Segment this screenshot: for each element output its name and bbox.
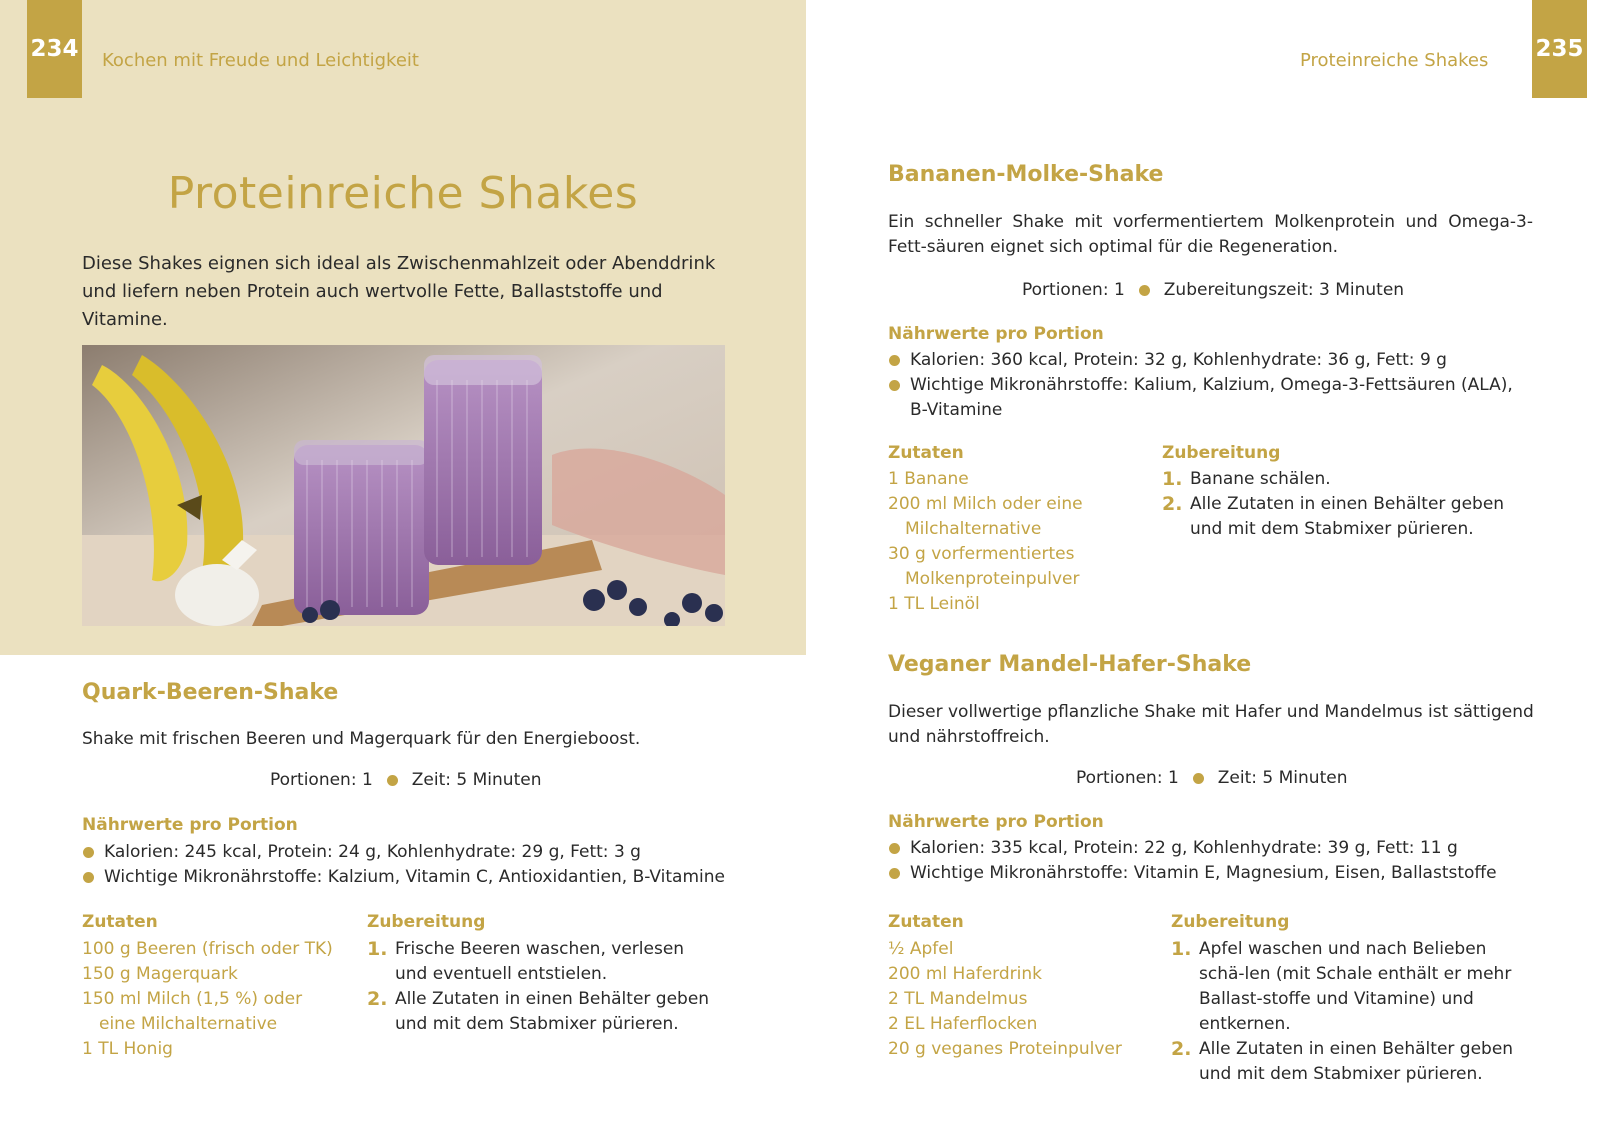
time-text: Zubereitungszeit: 3 Minuten [1163, 280, 1405, 300]
step-item [367, 987, 717, 1037]
ingredient-item: 200 ml Haferdrink [888, 964, 1042, 984]
ingredient-item: 30 g vorfermentiertes Molkenproteinpulver [888, 544, 1080, 589]
ingredient-item: 1 Banane [888, 469, 969, 489]
right-running-title: Proteinreiche Shakes [1300, 50, 1489, 71]
bullet-dot-icon [889, 868, 900, 879]
ingredient-item: 1 TL Honig [82, 1039, 173, 1059]
step-text: Alle Zutaten in einen Behälter geben und mit dem Stabmixer pürieren. [1190, 494, 1505, 539]
left-page-number: 234 [27, 0, 82, 98]
recipe-title: Veganer Mandel-Hafer-Shake [888, 652, 1252, 677]
bullet-dot-icon [889, 380, 900, 391]
ingredients-heading: Zutaten [888, 443, 964, 463]
nutrition-text: Kalorien: 360 kcal, Protein: 32 g, Kohlenhydrate: 36 g, Fett: 9 g [910, 350, 1447, 370]
bullet-dot-icon [889, 843, 900, 854]
recipe-description: Shake mit frischen Beeren und Magerquark für den Energieboost. [82, 729, 641, 749]
nutrition-heading: Nährwerte pro Portion [888, 812, 1104, 832]
step-number: 1. [367, 938, 388, 960]
bullet-dot-icon [889, 355, 900, 366]
shake-photo [82, 345, 725, 626]
left-running-title: Kochen mit Freude und Leichtigkeit [102, 50, 419, 71]
ingredient-item: 200 ml Milch oder eine Milchalternative [888, 494, 1083, 539]
step-text: Alle Zutaten in einen Behälter geben und mit dem Stabmixer pürieren. [395, 989, 710, 1034]
step-number: 1. [1171, 938, 1192, 960]
ingredient-item: 100 g Beeren (frisch oder TK) [82, 939, 333, 959]
recipe-title: Bananen-Molke-Shake [888, 162, 1164, 187]
nutrition-text: Wichtige Mikronährstoffe: Kalium, Kalzium, Omega-3-Fettsäuren (ALA), B-Vitamine [910, 375, 1513, 420]
ingredient-item: 150 g Magerquark [82, 964, 238, 984]
list-item [888, 861, 1568, 886]
recipe-description: Dieser vollwertige pflanzliche Shake mit Hafer und Mandelmus ist sättigend und nährstoffreich. [888, 702, 1534, 747]
chapter-intro: Diese Shakes eignen sich ideal als Zwischenmahlzeit oder Abenddrink und liefern neben Protein auch wertvolle Fette, Ballaststoffe und Vitamine. [82, 253, 716, 330]
recipe-meta [1076, 768, 1347, 788]
ingredient-item: 2 TL Mandelmus [888, 989, 1028, 1009]
nutrition-text: Wichtige Mikronährstoffe: Vitamin E, Magnesium, Eisen, Ballaststoffe [910, 863, 1497, 883]
bullet-dot-icon [387, 775, 398, 786]
steps-list [1162, 467, 1532, 542]
list-item [888, 373, 1528, 423]
step-text: Frische Beeren waschen, verlesen und eventuell entstielen. [395, 939, 685, 984]
servings-text: Portionen: 1 [1022, 280, 1125, 300]
nutrition-heading: Nährwerte pro Portion [888, 324, 1104, 344]
ingredient-item: 1 TL Leinöl [888, 594, 980, 614]
steps-heading: Zubereitung [1171, 912, 1290, 932]
steps-list [1171, 937, 1531, 1087]
nutrition-text: Wichtige Mikronährstoffe: Kalzium, Vitamin C, Antioxidantien, B-Vitamine [104, 867, 725, 887]
list-item [82, 865, 782, 890]
bullet-dot-icon [83, 872, 94, 883]
nutrition-list [888, 348, 1528, 423]
ingredients-list [888, 937, 1158, 1062]
servings-text: Portionen: 1 [270, 770, 373, 790]
ingredients-list [82, 937, 342, 1062]
ingredient-item: 150 ml Milch (1,5 %) oder eine Milchalternative [82, 989, 303, 1034]
ingredients-heading: Zutaten [888, 912, 964, 932]
nutrition-text: Kalorien: 245 kcal, Protein: 24 g, Kohlenhydrate: 29 g, Fett: 3 g [104, 842, 641, 862]
servings-text: Portionen: 1 [1076, 768, 1179, 788]
time-text: Zeit: 5 Minuten [1217, 768, 1348, 788]
step-text: Apfel waschen und nach Belieben schä-len (mit Schale enthält er mehr Ballast-stoffe und Vitamine) und entkernen. [1199, 939, 1512, 1034]
recipe-meta [1022, 280, 1404, 300]
bullet-dot-icon [1193, 773, 1204, 784]
ingredients-list [888, 467, 1088, 617]
time-text: Zeit: 5 Minuten [411, 770, 542, 790]
step-text: Alle Zutaten in einen Behälter geben und mit dem Stabmixer pürieren. [1199, 1039, 1514, 1084]
steps-list [367, 937, 717, 1037]
ingredient-item: 20 g veganes Proteinpulver [888, 1039, 1122, 1059]
nutrition-list [82, 840, 782, 890]
step-number: 2. [1162, 493, 1183, 515]
list-item [82, 840, 782, 865]
ingredient-item: 2 EL Haferflocken [888, 1014, 1038, 1034]
nutrition-heading: Nährwerte pro Portion [82, 815, 298, 835]
step-item [1162, 467, 1532, 492]
step-text: Banane schälen. [1190, 469, 1331, 489]
step-item [1162, 492, 1532, 542]
step-number: 2. [1171, 1038, 1192, 1060]
bullet-dot-icon [1139, 285, 1150, 296]
recipe-description: Ein schneller Shake mit vorfermentiertem Molkenprotein und Omega-3-Fett-säuren eignet sich optimal für die Regeneration. [888, 212, 1533, 257]
list-item [888, 348, 1528, 373]
nutrition-list [888, 836, 1568, 886]
right-page-number: 235 [1532, 0, 1587, 98]
steps-heading: Zubereitung [1162, 443, 1281, 463]
list-item [888, 836, 1568, 861]
ingredient-item: ½ Apfel [888, 939, 954, 959]
bullet-dot-icon [83, 847, 94, 858]
step-number: 1. [1162, 468, 1183, 490]
step-item [1171, 937, 1531, 1037]
step-number: 2. [367, 988, 388, 1010]
chapter-title: Proteinreiche Shakes [167, 168, 639, 219]
ingredients-heading: Zutaten [82, 912, 158, 932]
recipe-meta [270, 770, 541, 790]
step-item [1171, 1037, 1531, 1087]
steps-heading: Zubereitung [367, 912, 486, 932]
recipe-title: Quark-Beeren-Shake [82, 680, 339, 705]
nutrition-text: Kalorien: 335 kcal, Protein: 22 g, Kohlenhydrate: 39 g, Fett: 11 g [910, 838, 1458, 858]
step-item [367, 937, 717, 987]
